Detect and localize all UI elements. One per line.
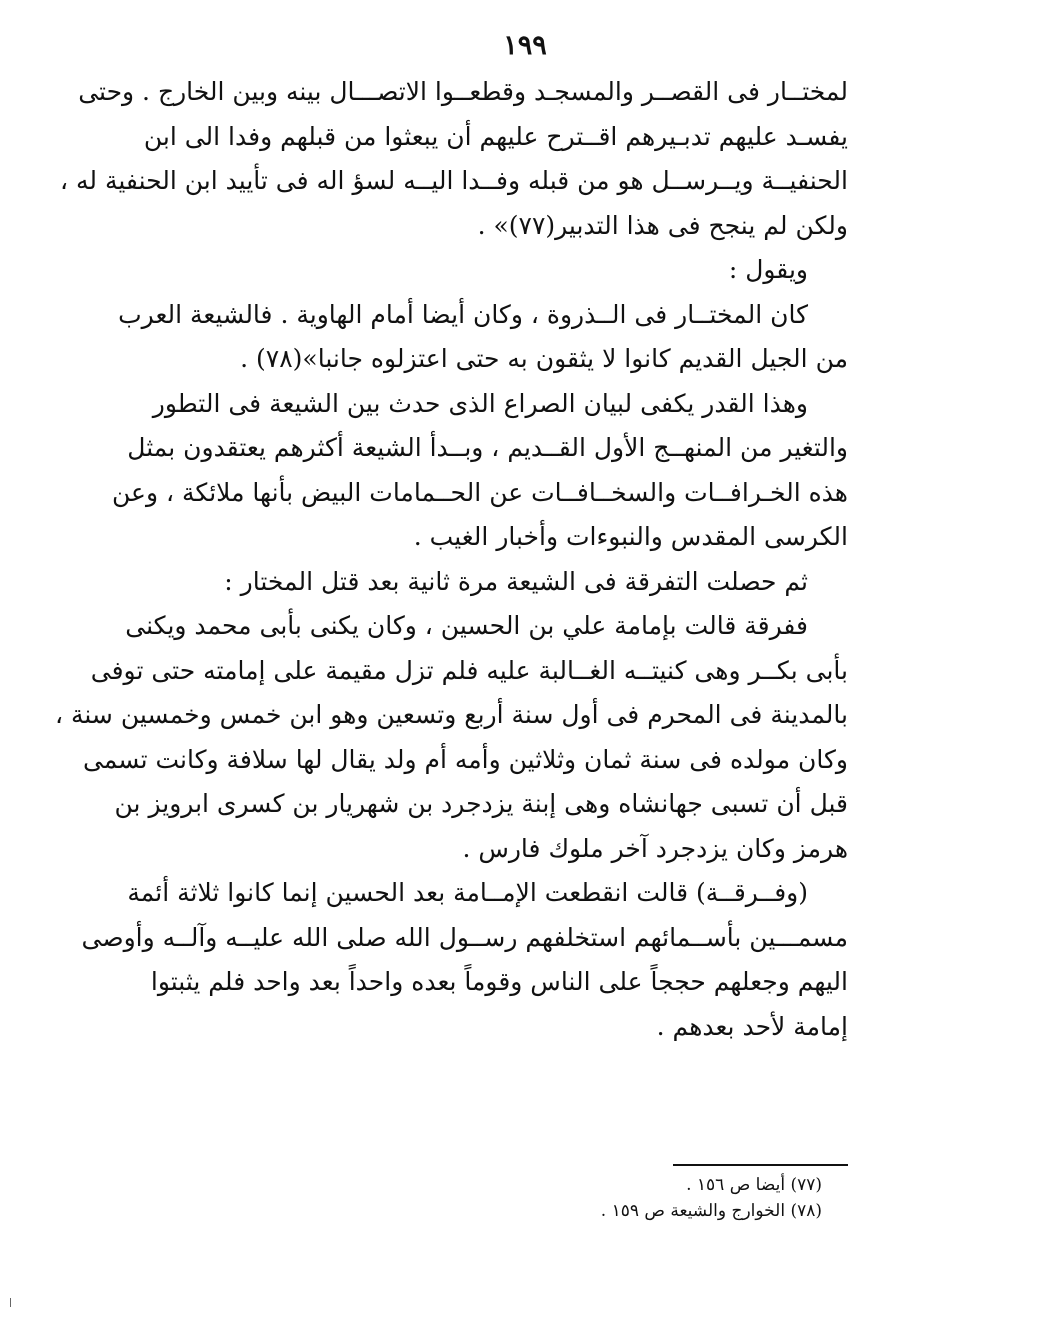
text-line: يفسـد عليهم تدبـيرهم اقــترح عليهم أن يبعثوا من قبلهم وفدا الى ابن bbox=[143, 121, 848, 151]
footnotes bbox=[601, 1172, 822, 1224]
text-line: من الجيل القديم كانوا لا يثقون به حتى اعتزلوه جانبا»(٧٨) . bbox=[240, 344, 848, 373]
text-line: (وفــرقــة) قالت انقطعت الإمــامة بعد الحسين إنما كانوا ثلاثة أئمة bbox=[127, 878, 808, 907]
footnote: (٧٧) أيضا ص ١٥٦ . bbox=[686, 1175, 822, 1195]
footnote-divider bbox=[673, 1164, 848, 1166]
text-line: هرمز وكان يزدجرد آخر ملوك فارس . bbox=[462, 833, 848, 863]
text-line: ويقول : bbox=[728, 255, 808, 284]
text-line: والتغير من المنهــج الأول القــديم ، وبــدأ الشيعة أكثرهم يعتقدون بمثل bbox=[127, 433, 848, 462]
text-line: وهذا القدر يكفى لبيان الصراع الذى حدث بين الشيعة فى التطور bbox=[152, 388, 808, 418]
text-line: هذه الخـرافــات والسخــافــات عن الحــمامات البيض بأنها ملائكة ، وعن bbox=[112, 477, 848, 507]
text-line: بأبى بكــر وهى كنيتــه الغــالبة عليه فلم تزل مقيمة على إمامته حتى توفى bbox=[90, 655, 848, 685]
text-line: كان المختــار فى الــذروة ، وكان أيضا أمام الهاوية . فالشيعة العرب bbox=[118, 299, 808, 329]
body-text bbox=[54, 70, 848, 1049]
text-line: لمختــار فى القصــر والمسجـد وقطعــوا الاتصـــال بينه وبين الخارج . وحتى bbox=[78, 77, 848, 106]
footnote: (٧٨) الخوارج والشيعة ص ١٥٩ . bbox=[600, 1201, 822, 1221]
text-line: ثم حصلت التفرقة فى الشيعة مرة ثانية بعد قتل المختار : bbox=[224, 566, 808, 596]
text-line: وكان مولده فى سنة ثمان وثلاثين وأمه أم ولد يقال لها سلافة وكانت تسمى bbox=[82, 744, 848, 774]
text-line: الكرسى المقدس والنبوءات وأخبار الغيب . bbox=[413, 522, 848, 551]
page-number: ١٩٩ bbox=[503, 30, 547, 61]
text-line: مسمـــين بأســمائهم استخلفهم رســول الله صلى الله عليــه وآلــه وأوصى bbox=[81, 922, 848, 952]
text-line: ففرقة قالت بإمامة علي بن الحسين ، وكان يكنى بأبى محمد ويكنى bbox=[125, 611, 808, 640]
text-line: قبل أن تسبى جهانشاه وهى إبنة يزدجرد بن شهريار بن كسرى ابرويز بن bbox=[114, 789, 848, 818]
text-line: إمامة لأحد بعدهم . bbox=[656, 1011, 848, 1041]
text-line: بالمدينة فى المحرم فى أول سنة أربع وتسعين وهو ابن خمس وخمسين سنة ، bbox=[54, 700, 848, 729]
text-line: اليهم وجعلهم حججاً على الناس وقوماً بعده واحداً بعد واحد فلم يثبتوا bbox=[150, 967, 848, 996]
text-line: الحنفيــة ويــرســل هو من قبله وفــدا اليــه لسؤ اله فى تأييد ابن الحنفية له ، bbox=[60, 166, 848, 195]
text-line: ولكن لم ينجح فى هذا التدبير(٧٧)» . bbox=[477, 210, 848, 240]
scan-mark bbox=[10, 1298, 11, 1307]
